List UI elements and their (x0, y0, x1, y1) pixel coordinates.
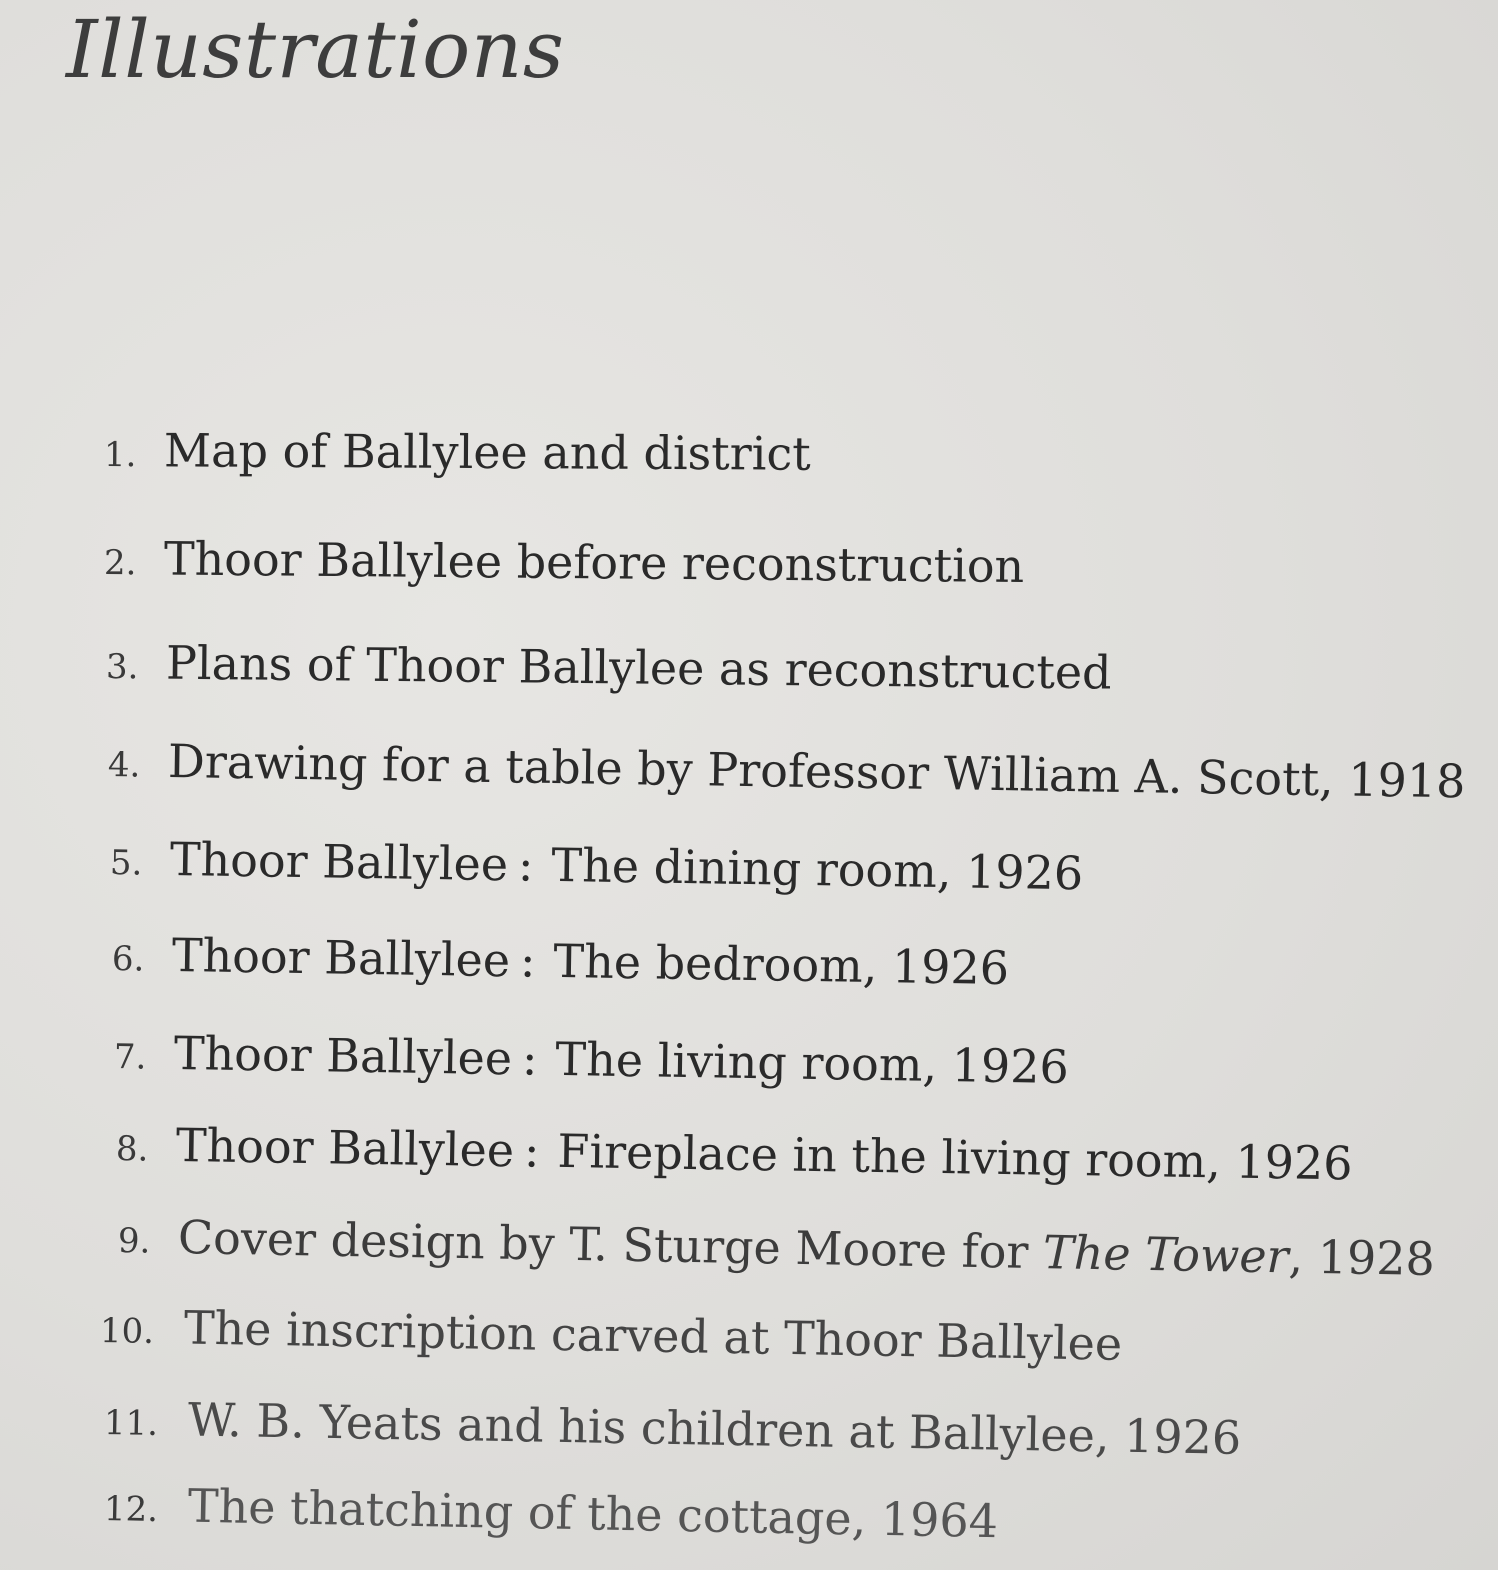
list-item (112, 924, 1010, 998)
item-text: Drawing for a table by Professor William A. Scott, 1918 (167, 733, 1466, 809)
item-suffix: , 1928 (1288, 1229, 1436, 1286)
item-number: 7. (113, 1037, 147, 1078)
item-italic-title: The Tower (1042, 1225, 1290, 1284)
item-prefix: Thoor Ballylee (173, 1025, 513, 1086)
item-number: 8. (115, 1129, 149, 1170)
list-item (99, 1296, 1122, 1374)
item-separator: : (519, 933, 536, 988)
item-text: Plans of Thoor Ballylee as reconstructed (165, 635, 1112, 700)
item-number: 2. (103, 543, 137, 584)
item-separator: : (521, 1031, 538, 1086)
item-text: The dining room, 1926 (551, 837, 1084, 901)
item-number: 10. (99, 1311, 155, 1352)
item-number: 9. (117, 1221, 151, 1262)
list-item (114, 1022, 1070, 1097)
item-text: Map of Ballylee and district (163, 423, 811, 481)
item-number: 3. (105, 647, 139, 688)
item-text: Fireplace in the living room, 1926 (557, 1123, 1353, 1191)
list-item (117, 1206, 1435, 1289)
item-text: The living room, 1926 (555, 1031, 1070, 1094)
item-number: 6. (111, 939, 145, 980)
list-item (103, 1388, 1241, 1468)
list-item (106, 632, 1112, 703)
list-item (104, 528, 1025, 596)
item-number: 12. (103, 1489, 159, 1531)
list-item (108, 730, 1466, 811)
item-text: The inscription carved at Thoor Ballylee (183, 1300, 1123, 1371)
item-separator: : (517, 837, 534, 892)
item-number: 5. (109, 843, 143, 884)
item-text: Thoor Ballylee before reconstruction (163, 531, 1025, 594)
page-title: Illustrations (66, 3, 565, 96)
item-number: 4. (107, 745, 141, 786)
list-item (116, 1114, 1353, 1193)
item-number: 11. (103, 1403, 159, 1444)
item-prefix: Thoor Ballylee (175, 1117, 515, 1178)
item-separator: : (523, 1123, 540, 1178)
list-item (104, 420, 811, 484)
item-text: Cover design by T. Sturge Moore for (177, 1210, 1044, 1280)
list-item (103, 1474, 998, 1551)
item-prefix: Thoor Ballylee (169, 831, 509, 892)
list-item (110, 828, 1084, 903)
item-prefix: Thoor Ballylee (171, 927, 511, 988)
item-number: 1. (103, 435, 137, 476)
item-text: The thatching of the cottage, 1964 (187, 1478, 999, 1549)
item-text: W. B. Yeats and his children at Ballylee, 1926 (187, 1392, 1242, 1465)
item-text: The bedroom, 1926 (553, 933, 1010, 996)
